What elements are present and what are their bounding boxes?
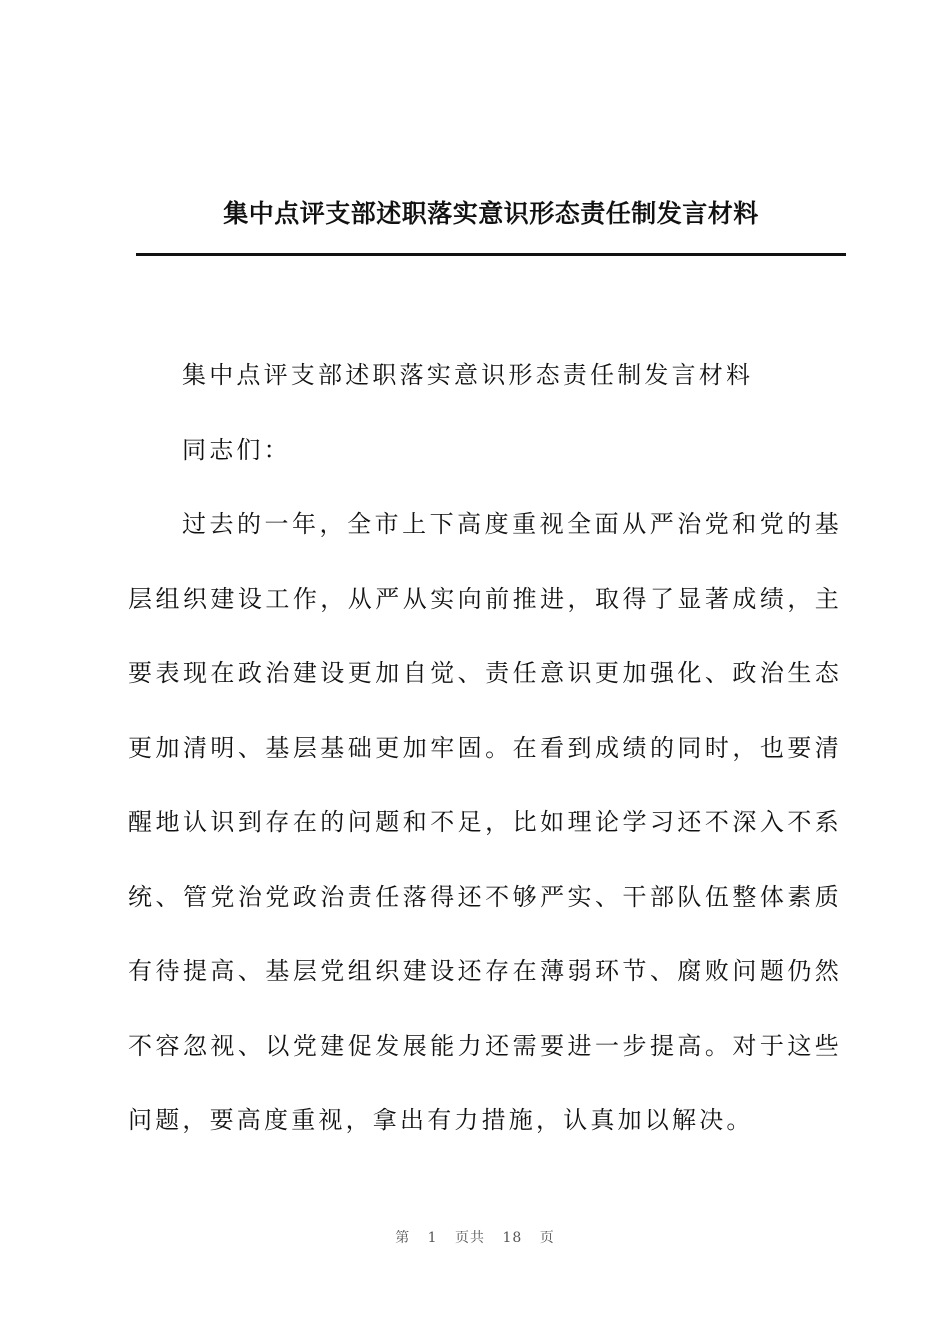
header-divider <box>136 253 846 256</box>
footer-prefix: 第 <box>395 1230 411 1246</box>
document-header-title: 集中点评支部述职落实意识形态责任制发言材料 <box>223 199 759 228</box>
body-paragraph: 过去的一年，全市上下高度重视全面从严治党和党的基层组织建设工作，从严从实向前推进，取得了显著成绩，主要表现在政治建设更加自觉、责任意识更加强化、政治生态更加清明、基层基础更加牢固。在看到成绩的同时，也要清醒地认识到存在的问题和不足，比如理论学习还不深入不系统、管党治党政治责任落得还不够严实、干部队伍整体素质有待提高、基层党组织建设还存在薄弱环节、腐败问题仍然不容忽视、以党建促发展能力还需要进一步提高。对于这些问题，要高度重视，拿出有力措施，认真加以解决。 <box>128 510 842 1134</box>
page-footer <box>0 1228 950 1248</box>
footer-suffix: 页 <box>539 1230 555 1246</box>
footer-middle: 页共 <box>455 1230 486 1246</box>
footer-page-number: 1 <box>427 1230 438 1246</box>
document-body <box>128 338 842 1158</box>
body-title-line: 集中点评支部述职落实意识形态责任制发言材料 <box>182 361 754 389</box>
salutation: 同志们： <box>182 435 291 464</box>
footer-total-pages: 18 <box>502 1230 523 1246</box>
